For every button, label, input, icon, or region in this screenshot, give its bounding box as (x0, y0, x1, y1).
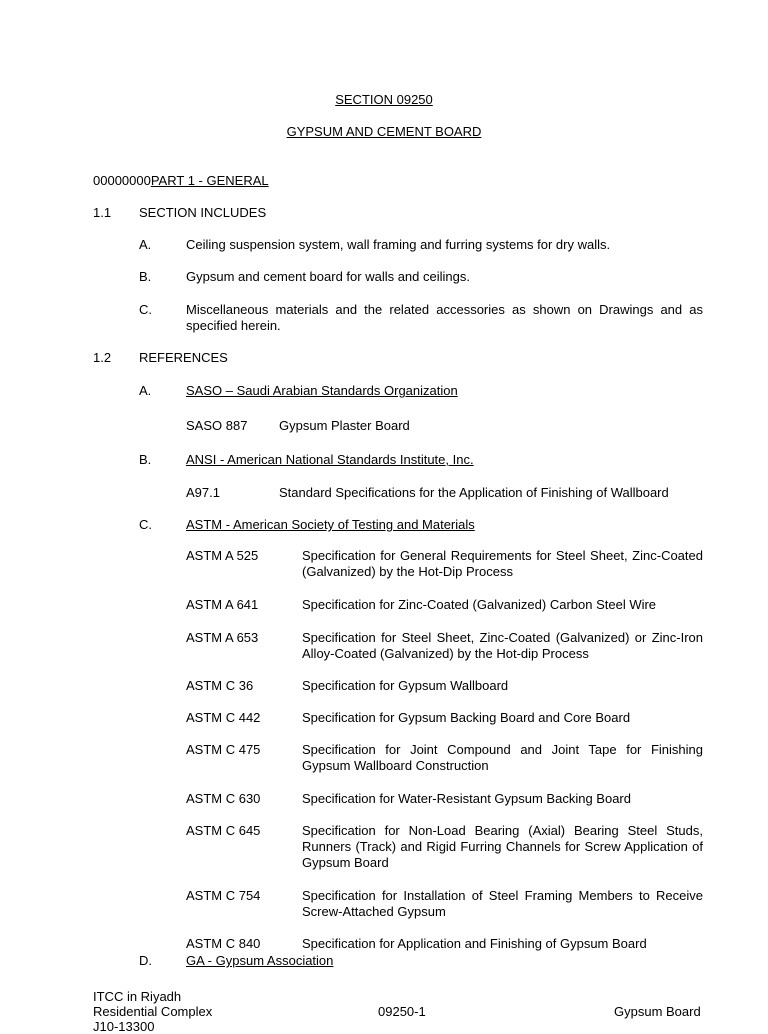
paragraph-text: Miscellaneous materials and the related accessories as shown on Drawings and as specified herein. (186, 302, 703, 333)
reference-description: Specification for Non-Load Bearing (Axial) Bearing Steel Studs, Runners (Track) and Rigid Furring Channels for Screw Application of Gypsum Board (302, 823, 703, 870)
reference-organization: ASTM - American Society of Testing and Materials (186, 517, 475, 532)
paragraph-letter: B. (139, 452, 152, 467)
reference-description: Specification for General Requirements for Steel Sheet, Zinc-Coated (Galvanized) by the Hot-Dip Process (302, 548, 703, 579)
reference-description: Specification for Gypsum Backing Board and Core Board (302, 710, 631, 725)
reference-code: ASTM C 442 (186, 710, 261, 725)
footer-page-number: 09250-1 (378, 1004, 426, 1019)
reference-code: ASTM C 475 (186, 742, 261, 757)
part-label: PART 1 - GENERAL (150, 173, 269, 188)
part-prefix: 00000000 (93, 173, 151, 188)
article-title-1-2: REFERENCES (139, 350, 228, 365)
reference-code: ASTM C 645 (186, 823, 261, 838)
section-title: GYPSUM AND CEMENT BOARD (286, 124, 482, 139)
reference-code: A97.1 (186, 485, 220, 500)
article-number-1-2: 1.2 (93, 350, 112, 365)
paragraph-text: Gypsum and cement board for walls and ceilings. (186, 269, 470, 284)
article-number-1-1: 1.1 (93, 205, 112, 220)
reference-organization: ANSI - American National Standards Institute, Inc. (186, 452, 474, 467)
reference-code: ASTM A 641 (186, 597, 259, 612)
reference-description: Specification for Joint Compound and Joint Tape for Finishing Gypsum Wallboard Construction (302, 742, 703, 773)
paragraph-letter: C. (139, 302, 152, 317)
reference-code: ASTM C 36 (186, 678, 254, 693)
paragraph-text: Ceiling suspension system, wall framing and furring systems for dry walls. (186, 237, 611, 252)
reference-code: ASTM C 754 (186, 888, 261, 903)
footer-line: J10-13300 (93, 1019, 155, 1034)
reference-description: Gypsum Plaster Board (279, 418, 410, 433)
footer-line: ITCC in Riyadh (93, 989, 182, 1004)
paragraph-letter: A. (139, 237, 152, 252)
reference-description: Specification for Zinc-Coated (Galvanized) Carbon Steel Wire (302, 597, 657, 612)
reference-description: Specification for Steel Sheet, Zinc-Coated (Galvanized) or Zinc-Iron Alloy-Coated (Galvanized) by the Hot-dip Process (302, 630, 703, 661)
footer-section-name: Gypsum Board (614, 1004, 701, 1019)
reference-code: ASTM A 525 (186, 548, 259, 563)
paragraph-letter: B. (139, 269, 152, 284)
section-number: SECTION 09250 (335, 92, 433, 107)
reference-description: Standard Specifications for the Application of Finishing of Wallboard (279, 485, 669, 500)
paragraph-letter: A. (139, 383, 152, 398)
reference-organization: SASO – Saudi Arabian Standards Organization (186, 383, 458, 398)
paragraph-letter: D. (139, 953, 152, 968)
article-title-1-1: SECTION INCLUDES (139, 205, 267, 220)
footer-line: Residential Complex (93, 1004, 213, 1019)
reference-description: Specification for Installation of Steel Framing Members to Receive Screw-Attached Gypsum (302, 888, 703, 919)
reference-code: ASTM C 630 (186, 791, 261, 806)
reference-description: Specification for Application and Finishing of Gypsum Board (302, 936, 647, 951)
reference-description: Specification for Gypsum Wallboard (302, 678, 509, 693)
reference-code: SASO 887 (186, 418, 248, 433)
reference-code: ASTM A 653 (186, 630, 259, 645)
reference-code: ASTM C 840 (186, 936, 261, 951)
footer-project (93, 989, 212, 1034)
paragraph-letter: C. (139, 517, 152, 532)
reference-description: Specification for Water-Resistant Gypsum Backing Board (302, 791, 631, 806)
reference-organization: GA - Gypsum Association (186, 953, 334, 968)
